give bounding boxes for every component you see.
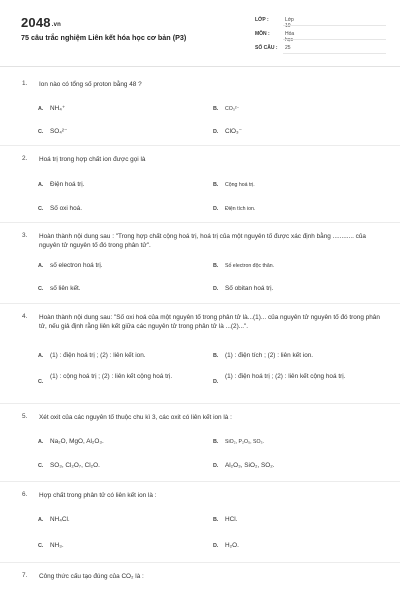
meta-count-value: 25	[285, 45, 291, 51]
question-divider	[0, 303, 400, 304]
question-text: Hoá trị trong hợp chất ion được gọi là	[39, 156, 146, 163]
question-divider	[0, 481, 400, 482]
question-number: 1.	[22, 80, 28, 87]
question-number: 3.	[22, 232, 28, 239]
worksheet-page: 2048.vn 75 câu trắc nghiệm Liên kết hóa học cơ bản (P3) LỚP : Lớp 10 MÔN : Hóa học SỐ CÂU : 25 1. Ion nào có tổng số proton bằng 48 ? A. NH₄⁺ B. CO₃²⁻ C. SO₄²⁻ D. ClO₃⁻ 2. Hoá trị trong hợp chất ion được gọi là A. Điện hoá trị. B. Cộng hoá trị. C. Số oxi hoá. D. Điện tích ion. 3. Hoàn thành nội dung sau : "Trong hợp chất cộng hoá trị, hoá trị của một nguyên tố được xác định bằng ............ của nguyên tử nguyên tố đó trong phân tử". A. số electron hoá trị. B. Số electron độc thân. C. số liên kết. D. Số obitan hoá trị. 4. Hoàn thành nội dung sau: "Số oxi hoá của một nguyên tố trong phân tử là...(1)... của nguyên tử nguyên tố đó trong phân tử, nếu giả định rằng liên kết giữa các nguyên tử trong phân tử là ...(2)...". A. (1) : điện hoá trị ; (2) : liên kết ion. B. (1) : điện tích ; (2) : liên kết ion. C. (1) : cộng hoá trị ; (2) : liên kết cộng hoá trị. D. (1) : điện hoá trị ; (2) : liên kết cộng hoá trị. 5. Xét oxit của các nguyên tố thuộc chu kì 3, các oxit có liên kết ion là : A. Na₂O, MgO, Al₂O₃. B. SiO₂, P₂O₅, SO₃. C. SO₃, Cl₂O₇, Cl₂O. D. Al₂O₃, SiO₂, SO₂. 6. Hợp chất trong phân tử có liên kết ion là : A. NH₄Cl. B. HCl. C. NH₃. D. H₂O. 7. Công thức cấu tạo đúng của CO₂ là :	[0, 0, 400, 600]
question-text: Hoàn thành nội dung sau: "Số oxi hoá của một nguyên tố trong phân tử là...(1)... của nguyên tử nguyên tố đó trong phân tử, nếu giả định rằng liên kết giữa các nguyên tử trong phân tử là ...(2)...".	[39, 314, 380, 330]
meta-subject-value: Hóa học	[285, 31, 295, 43]
question-text: Công thức cấu tạo đúng của CO₂ là :	[39, 573, 144, 580]
question-number: 6.	[22, 491, 28, 498]
question-number: 5.	[22, 413, 28, 420]
site-logo[interactable]: 2048.vn	[21, 15, 62, 30]
meta-subject-key: MÔN :	[255, 31, 270, 37]
question-divider	[0, 222, 400, 223]
meta-class-value: Lớp 10	[285, 17, 294, 29]
page-title: 75 câu trắc nghiệm Liên kết hóa học cơ bản (P3)	[21, 33, 187, 42]
question-number: 2.	[22, 155, 28, 162]
meta-count-key: SỐ CÂU :	[255, 45, 278, 51]
question-number: 7.	[22, 572, 28, 579]
question-divider	[0, 403, 400, 404]
header-divider	[0, 66, 400, 67]
question-text: Hợp chất trong phân tử có liên kết ion là :	[39, 492, 157, 499]
question-text: Xét oxit của các nguyên tố thuộc chu kì 3, các oxit có liên kết ion là :	[39, 414, 232, 421]
question-divider	[0, 562, 400, 563]
meta-class-key: LỚP :	[255, 17, 269, 23]
question-divider	[0, 145, 400, 146]
question-text: Hoàn thành nội dung sau : "Trong hợp chất cộng hoá trị, hoá trị của một nguyên tố được xác định bằng ............ của nguyên tử nguyên tố đó trong phân tử".	[39, 233, 366, 249]
question-number: 4.	[22, 313, 28, 320]
question-text: Ion nào có tổng số proton bằng 48 ?	[39, 81, 142, 88]
